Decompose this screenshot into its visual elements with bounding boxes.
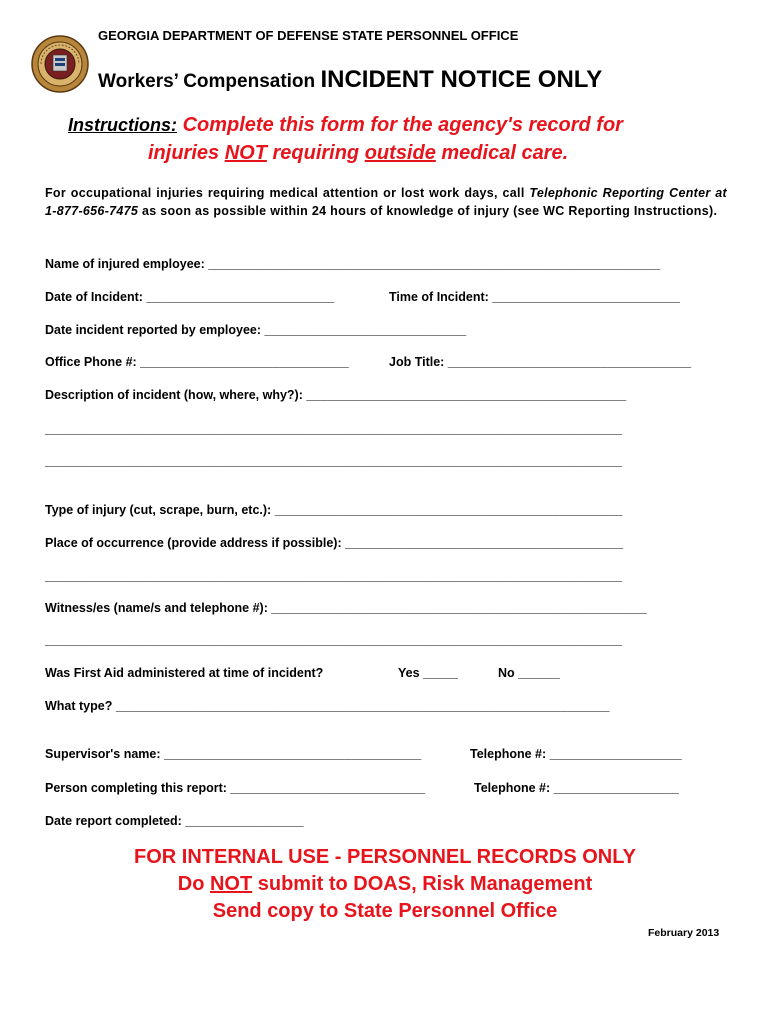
field-date-reported[interactable]: Date incident reported by employee: _____________________________ (45, 323, 467, 337)
field-description[interactable]: Description of incident (how, where, why?): ______________________________________________ (45, 388, 627, 402)
instructions-text2a: injuries (148, 142, 225, 164)
field-first-aid-yes[interactable]: Yes _____ (398, 666, 458, 680)
instructions-outside: outside (364, 142, 436, 164)
field-person-telephone[interactable]: Telephone #: __________________ (474, 781, 679, 795)
instructions-text1: Complete this form for the agency's record for (177, 114, 623, 136)
field-office-phone[interactable]: Office Phone #: ______________________________ (45, 355, 349, 369)
paragraph-phone: Telephonic Reporting Center at 1-877-656-7475 (45, 186, 727, 218)
field-first-aid-no[interactable]: No ______ (498, 666, 560, 680)
form-title (98, 66, 602, 94)
first-aid-question: Was First Aid administered at time of incident? (45, 666, 324, 680)
field-witnesses[interactable]: Witness/es (name/s and telephone #): ______________________________________________________ (45, 601, 647, 615)
instructions-line2 (148, 142, 568, 165)
form-title-part2: INCIDENT NOTICE ONLY (320, 66, 603, 93)
form-title-part1: Workers’ Compensation (98, 71, 321, 92)
field-supervisor-name[interactable]: Supervisor's name: _____________________________________ (45, 747, 422, 761)
state-seal-logo (31, 35, 89, 93)
field-type-of-injury[interactable]: Type of injury (cut, scrape, burn, etc.): __________________________________________________ (45, 503, 623, 517)
footer-do-not-submit (0, 873, 770, 896)
field-date-of-incident[interactable]: Date of Incident: ___________________________ (45, 290, 335, 304)
field-job-title[interactable]: Job Title: ___________________________________ (389, 355, 692, 369)
field-date-completed[interactable]: Date report completed: _________________ (45, 814, 304, 828)
footer-line2-a: Do (177, 873, 210, 895)
instructions-line1 (68, 114, 623, 137)
instructions-not: NOT (224, 142, 267, 164)
field-time-of-incident[interactable]: Time of Incident: ___________________________ (389, 290, 680, 304)
field-place-line2[interactable]: ___________________________________________________________________________________ (45, 569, 623, 583)
instructions-label: Instructions: (68, 115, 178, 135)
field-supervisor-telephone[interactable]: Telephone #: ___________________ (470, 747, 682, 761)
footer-send-copy: Send copy to State Personnel Office (212, 900, 558, 922)
field-place-of-occurrence[interactable]: Place of occurrence (provide address if possible): ________________________________________ (45, 536, 624, 550)
field-employee-name[interactable]: Name of injured employee: _________________________________________________________________ (45, 257, 661, 271)
paragraph-text-b: as soon as possible within 24 hours of knowledge of injury (see WC Reporting Instructions). (138, 204, 718, 218)
footer-line2-not: NOT (209, 873, 253, 895)
revision-date: February 2013 (648, 927, 720, 939)
reporting-paragraph (45, 184, 727, 220)
field-description-line3[interactable]: ___________________________________________________________________________________ (45, 454, 623, 468)
instructions-text2c: medical care. (435, 142, 569, 164)
field-first-aid-type[interactable]: What type? _______________________________________________________________________ (45, 699, 610, 713)
paragraph-text-a: For occupational injuries requiring medical attention or lost work days, call (45, 186, 530, 200)
agency-name: GEORGIA DEPARTMENT OF DEFENSE STATE PERSONNEL OFFICE (98, 28, 519, 43)
field-person-completing[interactable]: Person completing this report: ____________________________ (45, 781, 426, 795)
footer-line2-b: submit to DOAS, Risk Management (252, 873, 593, 895)
instructions-text2b: requiring (266, 142, 365, 164)
field-witnesses-line2[interactable]: ___________________________________________________________________________________ (45, 633, 623, 647)
field-description-line2[interactable]: ___________________________________________________________________________________ (45, 422, 623, 436)
footer-internal-use: FOR INTERNAL USE - PERSONNEL RECORDS ONLY (134, 846, 636, 868)
